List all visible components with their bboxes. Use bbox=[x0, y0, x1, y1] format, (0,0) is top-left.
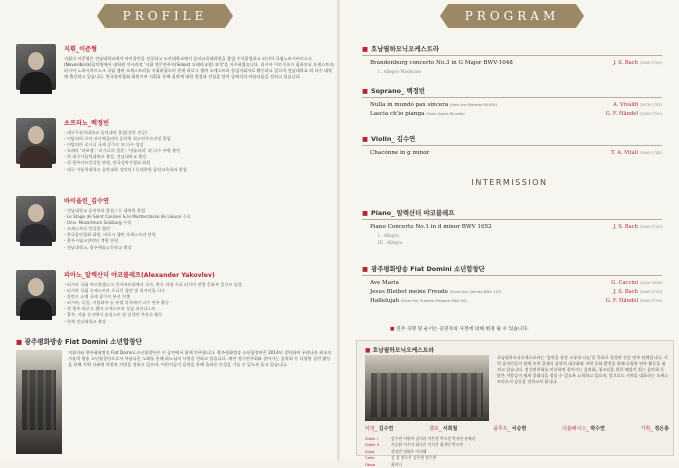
movement: I . Allegro bbox=[378, 233, 400, 238]
orchestra-roles bbox=[365, 425, 669, 432]
career-item: - 폴란드 쇼팽 국제 콩쿠르 본선 진출 bbox=[64, 294, 336, 300]
program-piece: Jesus Bleibet meine Freude (From the Cantata BWV 147) J. S. Bach (1685-1750) bbox=[370, 289, 662, 295]
career-item: - 러시아 국립 오케스트라 오디션 협연 및 리사이틀 다수 bbox=[64, 288, 336, 294]
program-piece: Chaconne in g minor T. A. Vitali (1663-1745) bbox=[370, 150, 662, 156]
soprano-career-list bbox=[64, 130, 336, 173]
career-item: - 러시아, 독일, 이탈리아 등 유럽 각국에서 다수 연주 활동 bbox=[64, 300, 336, 306]
member-row: Oboe 최미나 bbox=[365, 461, 403, 467]
career-item: - 전남대학교 음악학과 졸업 / 동 대학원 졸업 bbox=[64, 208, 336, 214]
portrait-conductor bbox=[16, 44, 56, 90]
program-piece: Hallelujah (From the Oratorio Messiah HWV 56) G. F. Händel (1685-1759) bbox=[370, 298, 662, 304]
orchestra-profile-title: ■ 호남필하모닉오케스트라 bbox=[365, 348, 435, 354]
program-section-piano: ■ Piano_ 알렉산더 야코블레프 Piano Concerto No.1 in d minor BWV 1052 J. S. Bach (1685-1750) I . Allegro III . Allegro bbox=[362, 209, 662, 245]
program-change-note: ■ 연주 곡명 및 순서는 공연자의 사정에 의해 변경 될 수 있습니다. bbox=[390, 327, 529, 332]
career-item: - Le Stage de Saint Cassien & le Masterclasse de Lieuon 수료 bbox=[64, 214, 336, 220]
orchestra-bio: 호남필하모닉오케스트라는 '음악을 통한 소통과 나눔'을 목표로 결성된 전문 연주 단체입니다. 지역 음악인들이 함께 모여 클래식 음악의 대중화와 지역 문화 발전을 위해 다양한 연주 활동을 펼치고 있습니다. 정기연주회를 비롯하여 찾아가는 음악회, 청소년을 위한 해설이 있는 음악회 등 많은 사람들이 쉽게 클래식을 접할 수 있도록 노력하고 있으며, 앞으로도 지역을 대표하는 오케스트라로서 감동을 전하고자 합니다. bbox=[497, 355, 669, 385]
violinist-career-list bbox=[64, 208, 336, 251]
movement: I . Allegro Moderato bbox=[378, 69, 422, 74]
career-item: - 대구가톨릭대학교 음악대학 졸업(성악 전공) bbox=[64, 130, 336, 136]
left-page: PROFILE 지휘_이준형 지휘자 이준형은 전남대학교에서 바이올린을 전공하고 도산대학교에서 음악교육대학원을 졸업 수석졸업하고 러시아 국립노보시비르스크(Novosibirsk)음악원에서 대학원 석사과정 '지휘 전문연주자(Soloist 오페라교향) 과정'을 이수하였습니다. 러시아 이르쿠츠크 필하모닉 오케스트라, 러시아 노보시비르스크 국립 챔버 오케스트라를 지휘하였으며 현재 바로크 챔버 오케스트라 상임지휘자로 활동하고 있으며 전남대학교 외 다수 대학에 출강하고 있습니다. 한국음악협회 회원이며 지휘를 통해 음악에 대한 열정과 진심을 담아 클래식의 아름다움을 전하고 있습니다. 소프라노_백정빈 - 대구가톨릭대학교 음악대학 졸업(성악 전공) - 이탈리아 로마 산타체칠리아 음악원 최고연주자과정 졸업 - 이탈리아 로시니 국제 콩쿠르 외 다수 입상 - 오페라 '라보엠', '피가로의 결혼', '마술피리' 외 다수 주역 출연 - 현 대구가톨릭대학교 출강, 전남대학교 출강 - 현 광주아트앙상블 단원, 한국성악가협회 회원 - 대구 가톨릭대학교 음악대학 성악과 / 동대학원 음악교육학과 졸업 바이올린_김수연 - 전남대학교 음악학과 졸업 / 동 대학원 졸업 - Le Stage de Saint Cassien & le Masterclasse de Lieuon 수료 - Univ. Mozarteum Salzburg 수학 - 오케스트라 앙상블 협연 - 한국음악협회 회원, 바로크 챔버 오케스트라 단원 - 광주시립교향악단 객원 단원 - 전남대학교, 광주예술고등학교 출강 피아노_알렉산더 야코블레프(Alexander Yakovlev) - 러시아 국립 아르한겔스크 콘서바토리에서 석사, 박사 과정 수료 러시아 연방 문화부 콩쿠르 입상 - 러시아 국립 오케스트라 오디션 협연 및 리사이틀 다수 - 폴란드 쇼팽 국제 콩쿠르 본선 진출 - 러시아, 독일, 이탈리아 등 유럽 각국에서 다수 연주 활동 - 현 광주 바로크 챔버 오케스트라 상임 피아니스트 - 광주, 서울 등지에서 솔리스트 및 실내악 주자로 활동 - 현재 전남대학교 출강 ■ 광주평화방송 Fiat Domini 소년합창단 지휘자와 광주평화방송 Fiat Domini 소년합창단은 이 공연에서 함께 연주합니다. 광주평화방송 소년합창단은 2014년 창단하여 우리나라 최초의 가톨릭 방송 소년합창단으로서 아름다운 노래를 통해 하느님의 사랑을 전하고 있습니다. 매년 정기연주회와 찾아가는 음악회 등 다양한 공연 활동을 통해 지역 사회에 희망과 사랑을 전하고 있으며, 어린이들이 음악을 통해 올바른 인성을 기를 수 있도록 돕고 있습니다. bbox=[0, 0, 338, 460]
orchestra-role: 악장_ 김수연 bbox=[365, 426, 394, 432]
career-item: - 한국음악협회 회원, 바로크 챔버 오케스트라 단원 bbox=[64, 232, 336, 238]
movement: III . Allegro bbox=[378, 240, 403, 245]
portrait-soprano bbox=[16, 118, 56, 164]
conductor-bio: 지휘자 이준형은 전남대학교에서 바이올린을 전공하고 도산대학교에서 음악교육대학원을 졸업 수석졸업하고 러시아 국립노보시비르스크(Novosibirsk)음악원에서 대학원 석사과정 '지휘 전문연주자(Soloist 오페라교향) 과정'을 이수하였습니다. 러시아 이르쿠츠크 필하모닉 오케스트라, 러시아 노보시비르스크 국립 챔버 오케스트라를 지휘하였으며 현재 바로크 챔버 오케스트라 상임지휘자로 활동하고 있으며 전남대학교 외 다수 대학에 출강하고 있습니다. 한국음악협회 회원이며 지휘를 통해 음악에 대한 열정과 진심을 담아 클래식의 아름다움을 전하고 있습니다. bbox=[64, 56, 335, 80]
career-item: - 현 대구가톨릭대학교 출강, 전남대학교 출강 bbox=[64, 154, 336, 160]
career-item: - 오케스트라 앙상블 협연 bbox=[64, 226, 336, 232]
program-section-orchestra: ■ 호남필하모닉오케스트라 Brandenburg concerto No.3 in G Major BWV-1048 J. S. Bach (1685-1750) I . Allegro Moderato bbox=[362, 45, 662, 74]
career-item: - 이탈리아 로마 산타체칠리아 음악원 최고연주자과정 졸업 bbox=[64, 136, 336, 142]
program-piece: Ave Maria G. Caccini (1550-1618) bbox=[370, 280, 662, 286]
right-page bbox=[340, 0, 679, 467]
choir-bio: 지휘자와 광주평화방송 Fiat Domini 소년합창단은 이 공연에서 함께 연주합니다. 광주평화방송 소년합창단은 2014년 창단하여 우리나라 최초의 가톨릭 방송 소년합창단으로서 아름다운 노래를 통해 하느님의 사랑을 전하고 있습니다. 매년 정기연주회와 찾아가는 음악회 등 다양한 공연 활동을 통해 지역 사회에 희망과 사랑을 전하고 있으며, 어린이들이 음악을 통해 올바른 인성을 기를 수 있도록 돕고 있습니다. bbox=[68, 350, 332, 368]
orchestra-profile-box bbox=[356, 340, 674, 467]
career-item: - 전남대학교, 광주예술고등학교 출강 bbox=[64, 245, 336, 251]
soprano-name: 백정빈 bbox=[91, 120, 109, 127]
orchestra-role: 더블베이스_ 박수연 bbox=[562, 426, 605, 432]
program-piece: Piano Concerto No.1 in d minor BWV 1052 J. S. Bach (1685-1750) bbox=[370, 224, 662, 230]
career-item: - 현 광주 바로크 챔버 오케스트라 상임 피아니스트 bbox=[64, 306, 336, 312]
orchestra-photo bbox=[365, 355, 489, 421]
orchestra-role: 플루트_ 서승현 bbox=[493, 426, 527, 432]
violinist-name: 김수연 bbox=[91, 198, 109, 205]
career-item: - 이탈리아 로시니 국제 콩쿠르 외 다수 입상 bbox=[64, 142, 336, 148]
pianist-career-list bbox=[64, 282, 336, 325]
conductor-name: 이준형 bbox=[79, 46, 97, 53]
member-row: Cello 김 성 양소은 김은영 정수현 bbox=[365, 455, 437, 461]
orchestra-role: 기획_ 정은종 bbox=[640, 426, 669, 432]
career-item: - Univ. Mozarteum Salzburg 수학 bbox=[64, 220, 336, 226]
orchestra-members bbox=[365, 436, 669, 468]
career-item: - 대구 가톨릭대학교 음악대학 성악과 / 동대학원 음악교육학과 졸업 bbox=[64, 167, 336, 173]
program-piece: Nulla in mundo pax sincera (from the Motecto RV.630) A. Vivaldi (1678-1741) bbox=[370, 102, 662, 108]
program-section-soprano: ■ Soprano_ 백정빈 Nulla in mundo pax sincera (from the Motecto RV.630) A. Vivaldi (1678-1741) Lascia ch'io pianga (From Opera Rinaldo) G. F. Händel (1685-1759) bbox=[362, 86, 662, 120]
program-banner: PROGRAM bbox=[448, 4, 576, 28]
career-item: - 오페라 '라보엠', '피가로의 결혼', '마술피리' 외 다수 주역 출연 bbox=[64, 148, 336, 154]
career-item: - 러시아 국립 아르한겔스크 콘서바토리에서 석사, 박사 과정 수료 러시아 연방 문화부 콩쿠르 입상 bbox=[64, 282, 336, 288]
career-item: - 광주, 서울 등지에서 솔리스트 및 실내악 주자로 활동 bbox=[64, 312, 336, 318]
program-piece: Brandenburg concerto No.3 in G Major BWV-1048 J. S. Bach (1685-1750) bbox=[370, 60, 662, 66]
choir-profile-title: ■ 광주평화방송 Fiat Domini 소년합창단 bbox=[16, 338, 142, 346]
member-row: Violin II 서승환 이수아 최다은 이지은 최지민 박소연 bbox=[365, 442, 464, 448]
career-item: - 현재 전남대학교 출강 bbox=[64, 319, 336, 325]
member-row: Viola 정지민 정하은 이지혜 bbox=[365, 448, 427, 454]
choir-photo bbox=[16, 350, 62, 454]
profile-banner: PROFILE bbox=[105, 4, 225, 28]
career-item: - 현 광주아트앙상블 단원, 한국성악가협회 회원 bbox=[64, 160, 336, 166]
orchestra-role: 첼로_ 서희철 bbox=[429, 426, 458, 432]
pianist-name: 알렉산더 야코블레프(Alexander Yakovlev) bbox=[85, 272, 215, 279]
program-section-choir: ■ 광주평화방송 Fiat Domini 소년합창단 Ave Maria G. Caccini (1550-1618) Jesus Bleibet meine Freude (From the Cantata BWV 147) J. S. Bach (1685-1750) Hallelujah (From the Oratorio Messiah HWV 56) G. F. Händel (1685-1759) bbox=[362, 264, 662, 307]
program-section-violin: ■ Violin_ 김수연 Chaconne in g minor T. A. Vitali (1663-1745) bbox=[362, 134, 662, 159]
portrait-pianist bbox=[16, 270, 56, 316]
member-row: Violin I 김수연 이현아 김미리 이은정 박소정 박지연 송혜리 bbox=[365, 436, 476, 441]
portrait-violinist bbox=[16, 196, 56, 242]
program-piece: Lascia ch'io pianga (From Opera Rinaldo) G. F. Händel (1685-1759) bbox=[370, 111, 662, 117]
intermission-label: INTERMISSION bbox=[471, 178, 548, 187]
career-item: - 광주시립교향악단 객원 단원 bbox=[64, 238, 336, 244]
